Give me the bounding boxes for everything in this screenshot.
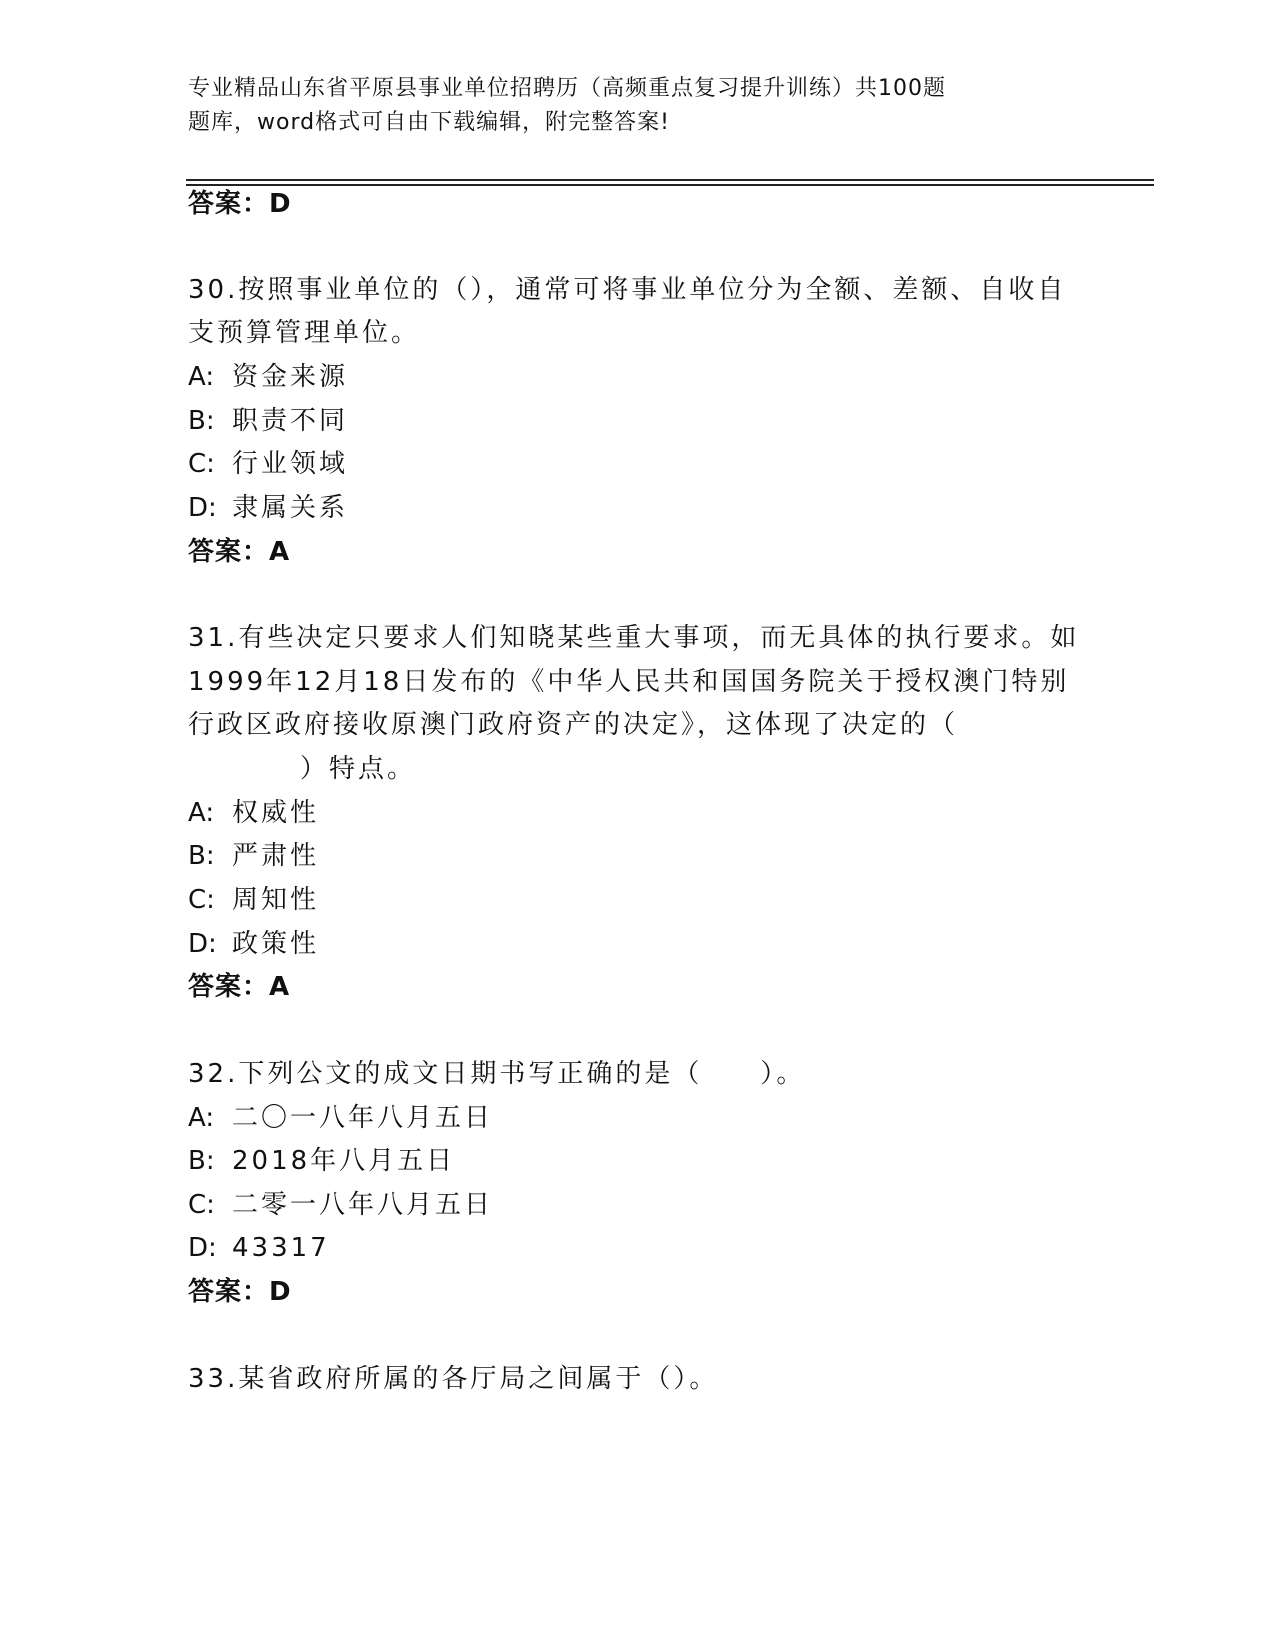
q31-option-c: [188, 885, 319, 915]
option-letter: B:: [188, 841, 215, 871]
q30-answer: 答案：A: [188, 537, 291, 567]
q30-option-b: [188, 406, 348, 436]
q29-answer: 答案：D: [188, 189, 292, 219]
header-line-2: 题库，word格式可自由下载编辑，附完整答案!: [188, 110, 670, 135]
q31-option-a: [188, 798, 319, 828]
q31-text-line-3: 行政区政府接收原澳门政府资产的决定》，这体现了决定的（: [188, 710, 959, 740]
option-letter: D:: [188, 1233, 217, 1263]
header-divider-top: [186, 179, 1154, 181]
q31-text-line-1: 31.有些决定只要求人们知晓某些重大事项，而无具体的执行要求。如: [188, 623, 1080, 653]
q32-option-d: [188, 1233, 330, 1263]
q30-text-line-1: 30.按照事业单位的（），通常可将事业单位分为全额、差额、自收自: [188, 275, 1067, 305]
q30-option-c: [188, 449, 348, 479]
option-text: 行业领域: [232, 449, 349, 479]
q32-option-b: [188, 1146, 455, 1176]
option-text: 2018年八月五日: [232, 1146, 456, 1176]
option-letter: A:: [188, 1103, 215, 1133]
option-text: 政策性: [232, 929, 320, 959]
option-letter: D:: [188, 929, 217, 959]
option-text: 43317: [232, 1233, 330, 1263]
option-letter: A:: [188, 798, 215, 828]
option-text: 隶属关系: [232, 493, 349, 523]
q32-option-c: [188, 1190, 493, 1220]
q32-answer: 答案：D: [188, 1277, 292, 1307]
option-text: 二〇一八年八月五日: [232, 1103, 494, 1133]
option-letter: A:: [188, 362, 215, 392]
document-header: [188, 72, 1048, 140]
q33-text-line-1: 33.某省政府所属的各厅局之间属于（）。: [188, 1364, 719, 1394]
q31-option-b: [188, 841, 319, 871]
q31-option-d: [188, 929, 319, 959]
option-text: 职责不同: [232, 406, 349, 436]
option-letter: C:: [188, 449, 215, 479]
q30-option-a: [188, 362, 348, 392]
option-letter: B:: [188, 406, 215, 436]
option-letter: D:: [188, 493, 217, 523]
option-text: 资金来源: [232, 362, 349, 392]
q31-text-line-2: 1999年12月18日发布的《中华人民共和国国务院关于授权澳门特别: [188, 667, 1070, 697]
q31-text-line-4: ）特点。: [300, 754, 417, 784]
option-text: 严肃性: [232, 841, 320, 871]
option-text: 二零一八年八月五日: [232, 1190, 494, 1220]
header-line-1: 专业精品山东省平原县事业单位招聘历（高频重点复习提升训练）共100题: [188, 76, 946, 101]
q30-text-line-2: 支预算管理单位。: [188, 318, 421, 348]
option-text: 权威性: [232, 798, 320, 828]
option-letter: C:: [188, 1190, 215, 1220]
q32-text-line-1: 32.下列公文的成文日期书写正确的是（ ）。: [188, 1059, 806, 1089]
option-letter: C:: [188, 885, 215, 915]
q31-answer: 答案：A: [188, 972, 291, 1002]
option-text: 周知性: [232, 885, 320, 915]
q30-option-d: [188, 493, 348, 523]
header-divider-bottom: [186, 184, 1154, 186]
option-letter: B:: [188, 1146, 215, 1176]
q32-option-a: [188, 1103, 493, 1133]
